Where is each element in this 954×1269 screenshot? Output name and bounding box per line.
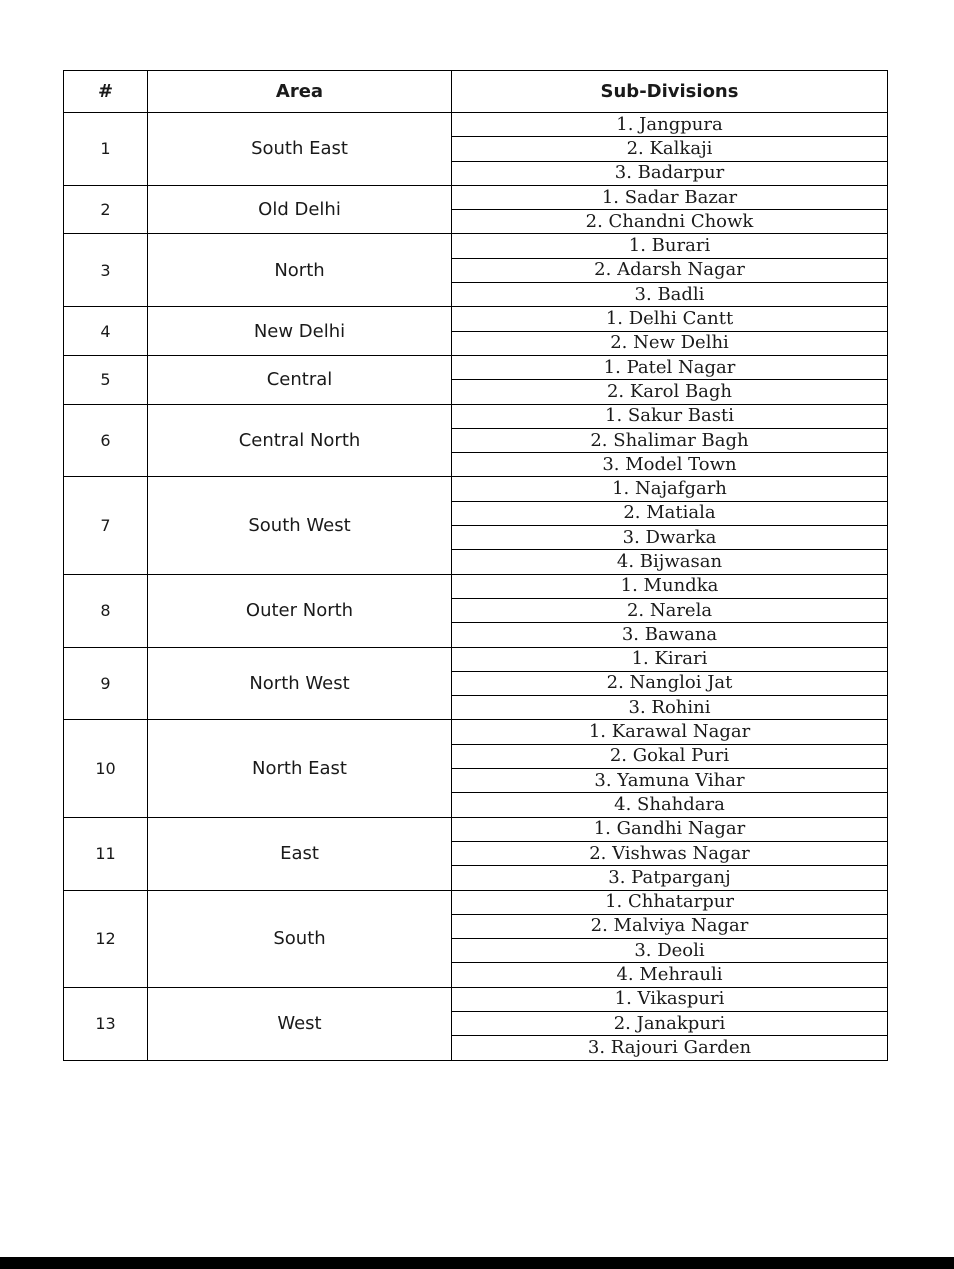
table-row (64, 574, 888, 598)
subdivision-cell: 3. Dwarka (452, 526, 888, 550)
header-subdivisions: Sub-Divisions (452, 71, 888, 113)
subdivision-cell: 3. Model Town (452, 453, 888, 477)
area-number: 2 (64, 185, 148, 234)
subdivision-cell: 3. Badarpur (452, 161, 888, 185)
area-number: 5 (64, 355, 148, 404)
subdivisions-table (63, 70, 888, 1061)
subdivision-cell: 2. Matiala (452, 501, 888, 525)
table-row (64, 720, 888, 744)
bottom-bar (0, 1257, 954, 1269)
table-row (64, 355, 888, 379)
subdivision-cell: 3. Deoli (452, 939, 888, 963)
table-row (64, 234, 888, 258)
subdivision-cell: 1. Mundka (452, 574, 888, 598)
subdivision-cell: 3. Rajouri Garden (452, 1036, 888, 1060)
area-name: Central North (148, 404, 452, 477)
table-body (64, 113, 888, 1061)
subdivision-cell: 1. Sakur Basti (452, 404, 888, 428)
area-number: 9 (64, 647, 148, 720)
subdivision-cell: 1. Patel Nagar (452, 355, 888, 379)
subdivision-cell: 2. Shalimar Bagh (452, 428, 888, 452)
area-name: North West (148, 647, 452, 720)
table-row (64, 477, 888, 501)
table-row (64, 307, 888, 331)
area-number: 6 (64, 404, 148, 477)
subdivision-cell: 1. Delhi Cantt (452, 307, 888, 331)
area-name: Outer North (148, 574, 452, 647)
area-name: South (148, 890, 452, 987)
subdivision-cell: 2. Kalkaji (452, 137, 888, 161)
subdivision-cell: 3. Rohini (452, 696, 888, 720)
subdivision-cell: 1. Vikaspuri (452, 987, 888, 1011)
subdivision-cell: 2. Chandni Chowk (452, 210, 888, 234)
header-row (64, 71, 888, 113)
area-number: 1 (64, 113, 148, 186)
area-number: 7 (64, 477, 148, 574)
subdivision-cell: 1. Kirari (452, 647, 888, 671)
area-number: 3 (64, 234, 148, 307)
subdivision-cell: 1. Karawal Nagar (452, 720, 888, 744)
subdivision-cell: 1. Sadar Bazar (452, 185, 888, 209)
area-number: 13 (64, 987, 148, 1060)
subdivision-cell: 2. Nangloi Jat (452, 671, 888, 695)
subdivision-cell: 3. Yamuna Vihar (452, 769, 888, 793)
subdivision-cell: 1. Jangpura (452, 113, 888, 137)
subdivision-cell: 2. Gokal Puri (452, 744, 888, 768)
subdivision-cell: 2. Vishwas Nagar (452, 841, 888, 865)
table-row (64, 113, 888, 137)
subdivision-cell: 2. Janakpuri (452, 1011, 888, 1035)
subdivision-cell: 3. Patparganj (452, 866, 888, 890)
table-row (64, 647, 888, 671)
table-row (64, 404, 888, 428)
subdivision-cell: 2. New Delhi (452, 331, 888, 355)
area-number: 12 (64, 890, 148, 987)
subdivision-cell: 2. Narela (452, 598, 888, 622)
table-row (64, 817, 888, 841)
subdivision-cell: 2. Karol Bagh (452, 380, 888, 404)
area-name: South West (148, 477, 452, 574)
area-number: 11 (64, 817, 148, 890)
subdivision-cell: 1. Chhatarpur (452, 890, 888, 914)
table-row (64, 185, 888, 209)
area-name: East (148, 817, 452, 890)
area-name: Old Delhi (148, 185, 452, 234)
subdivision-cell: 1. Najafgarh (452, 477, 888, 501)
area-number: 8 (64, 574, 148, 647)
subdivision-cell: 1. Burari (452, 234, 888, 258)
area-name: North East (148, 720, 452, 817)
subdivision-cell: 3. Badli (452, 283, 888, 307)
subdivision-cell: 4. Mehrauli (452, 963, 888, 987)
table-row (64, 987, 888, 1011)
area-name: North (148, 234, 452, 307)
subdivision-cell: 2. Malviya Nagar (452, 914, 888, 938)
area-name: West (148, 987, 452, 1060)
subdivision-cell: 4. Shahdara (452, 793, 888, 817)
subdivision-cell: 3. Bawana (452, 623, 888, 647)
header-area: Area (148, 71, 452, 113)
subdivision-cell: 1. Gandhi Nagar (452, 817, 888, 841)
subdivision-cell: 4. Bijwasan (452, 550, 888, 574)
area-name: South East (148, 113, 452, 186)
area-name: New Delhi (148, 307, 452, 356)
area-number: 10 (64, 720, 148, 817)
header-number: # (64, 71, 148, 113)
area-number: 4 (64, 307, 148, 356)
subdivision-cell: 2. Adarsh Nagar (452, 258, 888, 282)
table-row (64, 890, 888, 914)
area-name: Central (148, 355, 452, 404)
